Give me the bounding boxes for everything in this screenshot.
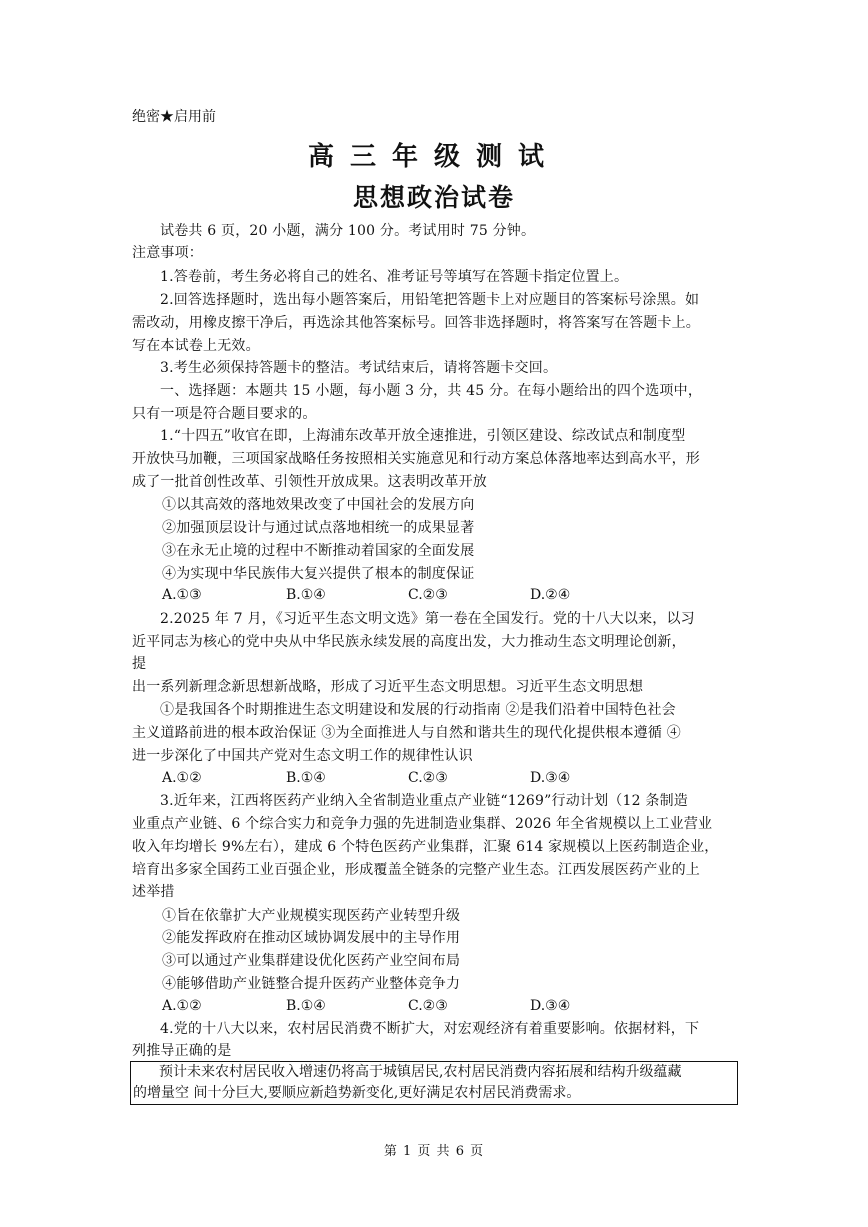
secret-label: 绝密★启用前 — [132, 109, 216, 125]
q2-stem-2: 近平同志为核心的党中央从中华民族永续发展的高度出发，大力推动生态文明理论创新， — [132, 634, 686, 650]
q1-item-3: ③在永无止境的过程中不断推动着国家的全面发展 — [162, 543, 475, 559]
section-heading: 一、选择题：本题共 15 小题，每小题 3 分，共 45 分。在每小题给出的四个选项中， — [160, 383, 703, 399]
q1-choice-b[interactable]: B.①④ — [286, 587, 326, 603]
q1-choice-a[interactable]: A.①③ — [162, 587, 202, 603]
notice-1: 1.答卷前，考生务必将自己的姓名、准考证号等填写在答题卡指定位置上。 — [160, 269, 629, 285]
exam-summary: 试卷共 6 页，20 小题，满分 100 分。考试用时 75 分钟。 — [160, 223, 536, 239]
q3-stem-3: 收入年均增长 9%左右），建成 6 个特色医药产业集群，汇聚 614 家规模以上医药制造企业， — [132, 839, 719, 855]
q1-stem-2: 开放快马加鞭，三项国家战略任务按照相关实施意见和行动方案总体落地率达到高水平，形 — [132, 451, 700, 467]
page-number: 第 1 页 共 6 页 — [383, 1144, 485, 1159]
q1-item-4: ④为实现中华民族伟大复兴提供了根本的制度保证 — [162, 566, 475, 582]
q1-item-2: ②加强顶层设计与通过试点落地相统一的成果显著 — [162, 520, 475, 536]
q2-choice-b[interactable]: B.①④ — [286, 770, 326, 786]
q3-item-2: ②能发挥政府在推动区域协调发展中的主导作用 — [162, 930, 461, 946]
q3-item-4: ④能够借助产业链整合提升医药产业整体竞争力 — [162, 976, 461, 992]
notice-2: 2.回答选择题时，选出每小题答案后，用铅笔把答题卡上对应题目的答案标号涂黑。如 — [160, 292, 700, 308]
q1-stem: 1.“十四五”收官在即，上海浦东改革开放全速推进，引领区建设、综改试点和制度型 — [160, 428, 686, 444]
q3-choice-d[interactable]: D.③④ — [530, 998, 571, 1014]
notice-heading: 注意事项： — [132, 245, 203, 261]
q3-choice-c[interactable]: C.②③ — [408, 998, 448, 1014]
q4-stem: 4.党的十八大以来，农村居民消费不断扩大，对宏观经济有着重要影响。依据材料，下 — [160, 1021, 700, 1037]
q2-stem-3: 提 — [132, 656, 147, 672]
exam-title: 高三年级测试 — [307, 142, 560, 172]
q3-stem-5: 述举措 — [132, 884, 175, 900]
q3-stem-2: 业重点产业链、6 个综合实力和竞争力强的先进制造业集群、2026 年全省规模以上工业营业 — [132, 816, 713, 832]
exam-subtitle: 思想政治试卷 — [352, 183, 515, 212]
q4-material-line-1: 预计未来农村居民收入增速仍将高于城镇居民,农村居民消费内容拓展和结构升级蕴藏 — [159, 1064, 682, 1080]
q1-item-1: ①以其高效的落地效果改变了中国社会的发展方向 — [162, 497, 475, 513]
q3-stem: 3.近年来，江西将医药产业纳入全省制造业重点产业链“1269”行动计划（12 条制造 — [160, 793, 688, 809]
q1-choice-d[interactable]: D.②④ — [530, 587, 571, 603]
q3-stem-4: 培育出多家全国药工业百强企业，形成覆盖全链条的完整产业生态。江西发展医药产业的上 — [132, 862, 700, 878]
q2-choice-a[interactable]: A.①② — [162, 770, 202, 786]
q2-choice-c[interactable]: C.②③ — [408, 770, 448, 786]
q2-items-2: 主义道路前进的根本政治保证 ③为全面推进人与自然和谐共生的现代化提供根本遵循 ④ — [132, 725, 681, 741]
q2-stem-4: 出一系列新理念新思想新战略，形成了习近平生态文明思想。习近平生态文明思想 — [132, 679, 644, 695]
q3-choice-b[interactable]: B.①④ — [286, 998, 326, 1014]
q4-stem-2: 列推导正确的是 — [132, 1043, 232, 1059]
q1-stem-3: 成了一批首创性改革、引领性开放成果。这表明改革开放 — [132, 474, 487, 490]
notice-2-end: 写在本试卷上无效。 — [132, 338, 260, 354]
q3-item-3: ③可以通过产业集群建设优化医药产业空间布局 — [162, 953, 461, 969]
notice-3: 3.考生必须保持答题卡的整洁。考试结束后，请将答题卡交回。 — [160, 360, 558, 376]
q2-stem: 2.2025 年 7 月，《习近平生态文明文选》第一卷在全国发行。党的十八大以来，以习 — [160, 611, 695, 627]
section-heading-cont: 只有一项是符合题目要求的。 — [132, 406, 317, 422]
q4-material-line-2: 的增量空 间十分巨大,要顺应新趋势新变化,更好满足农村居民消费需求。 — [133, 1085, 581, 1101]
q2-items-3: 进一步深化了中国共产党对生态文明工作的规律性认识 — [132, 748, 473, 764]
notice-2-cont: 需改动，用橡皮擦干净后，再选涂其他答案标号。回答非选择题时，将答案写在答题卡上。 — [132, 315, 700, 331]
q4-material-box — [130, 1061, 738, 1105]
q2-choice-d[interactable]: D.③④ — [530, 770, 571, 786]
q3-choice-a[interactable]: A.①② — [162, 998, 202, 1014]
q2-items: ①是我国各个时期推进生态文明建设和发展的行动指南 ②是我们沿着中国特色社会 — [160, 702, 676, 718]
q3-item-1: ①旨在依靠扩大产业规模实现医药产业转型升级 — [162, 908, 461, 924]
q1-choice-c[interactable]: C.②③ — [408, 587, 448, 603]
